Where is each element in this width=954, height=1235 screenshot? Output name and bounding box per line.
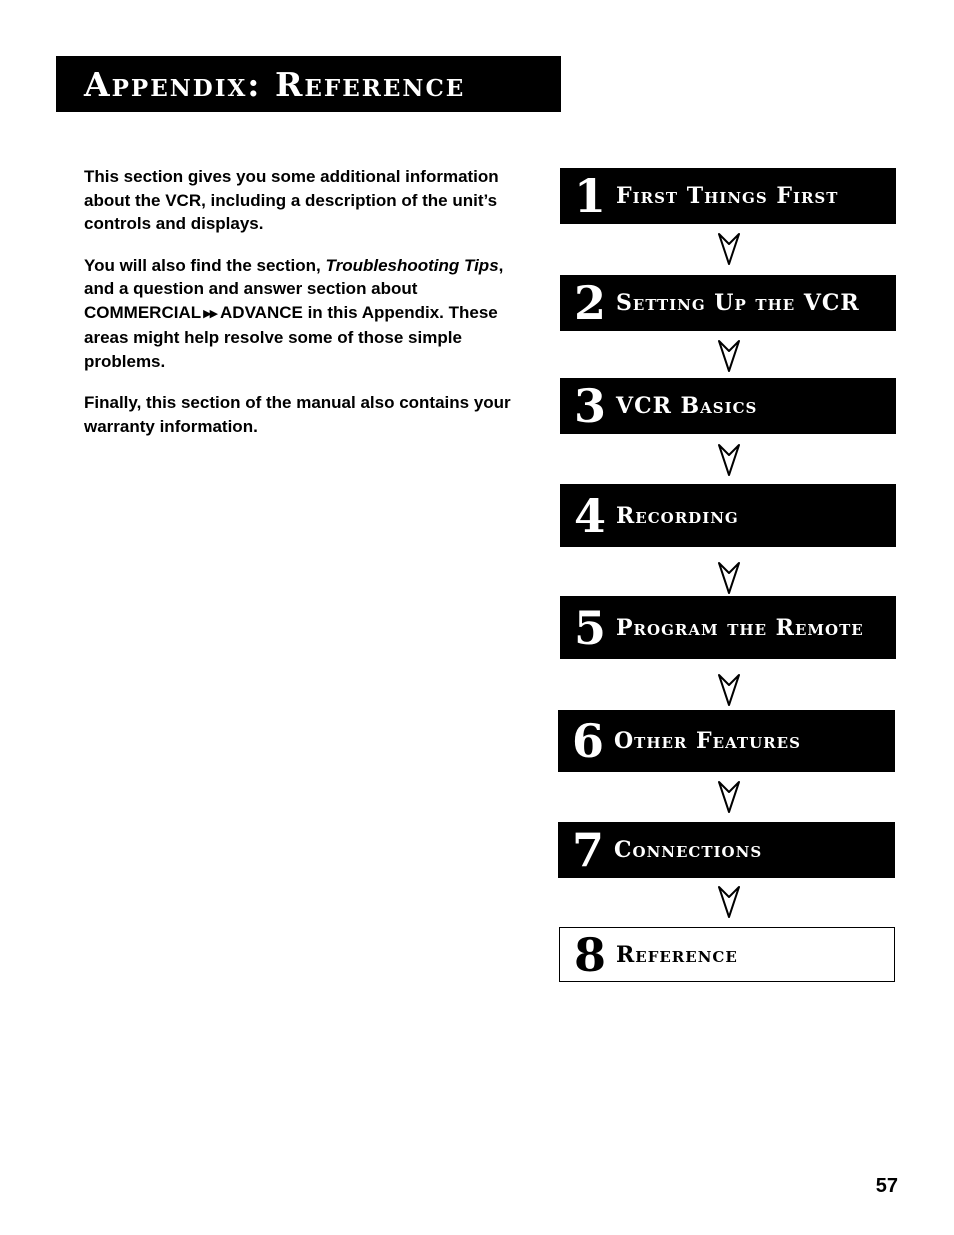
intro-text-span: in this Appendix. These areas might help resolve some of those simple problems. (84, 302, 498, 371)
fast-forward-icon: ▶▶ (203, 307, 217, 320)
step-number: 5 (573, 600, 606, 655)
step-label: First Things First (616, 183, 839, 209)
step-label: Reference (616, 941, 738, 968)
down-arrow-icon (716, 673, 742, 707)
advance-text: ADVANCE (220, 302, 303, 322)
intro-paragraph-1: This section gives you some additional information about the VCR, including a description of the unit’s controls and displays. (84, 167, 499, 233)
step-box-other-features (558, 710, 895, 772)
page-title-text: Appendix: Reference (84, 64, 466, 104)
step-box-program-the-remote (560, 596, 896, 659)
step-label: Recording (616, 502, 739, 529)
step-number: 1 (573, 169, 606, 223)
down-arrow-icon (716, 443, 742, 477)
down-arrow-icon (716, 780, 742, 814)
step-label: Setting Up the VCR (616, 290, 860, 316)
step-box-first-things-first (560, 168, 896, 224)
step-number: 3 (573, 379, 606, 433)
down-arrow-icon (716, 339, 742, 373)
step-label: Other Features (614, 728, 801, 754)
page-title (56, 56, 561, 112)
troubleshooting-tips-reference: Troubleshooting Tips (325, 255, 499, 275)
page-number: 57 (875, 1175, 898, 1197)
intro-text-span: , and a question and answer section about (84, 255, 504, 298)
step-label: Connections (614, 837, 763, 863)
step-box-recording (560, 484, 896, 547)
step-label: Program the Remote (616, 614, 864, 641)
step-label: VCR Basics (616, 393, 758, 419)
step-number: 2 (573, 276, 606, 330)
down-arrow-icon (716, 885, 742, 919)
step-number: 7 (571, 823, 604, 877)
down-arrow-icon (716, 232, 742, 266)
down-arrow-icon (716, 561, 742, 595)
step-number: 6 (571, 714, 604, 768)
intro-paragraph-2 (84, 254, 534, 374)
intro-text-span: You will also find the section, (84, 255, 326, 275)
intro-paragraph-3: Finally, this section of the manual also contains your warranty information. (84, 393, 511, 436)
intro-text (84, 165, 534, 456)
step-box-reference-current (559, 927, 895, 982)
step-number: 8 (573, 927, 606, 982)
step-number: 4 (573, 488, 606, 543)
step-box-setting-up-the-vcr (560, 275, 896, 331)
step-box-vcr-basics (560, 378, 896, 434)
step-box-connections (558, 822, 895, 878)
commercial-text: COMMERCIAL (84, 302, 202, 322)
